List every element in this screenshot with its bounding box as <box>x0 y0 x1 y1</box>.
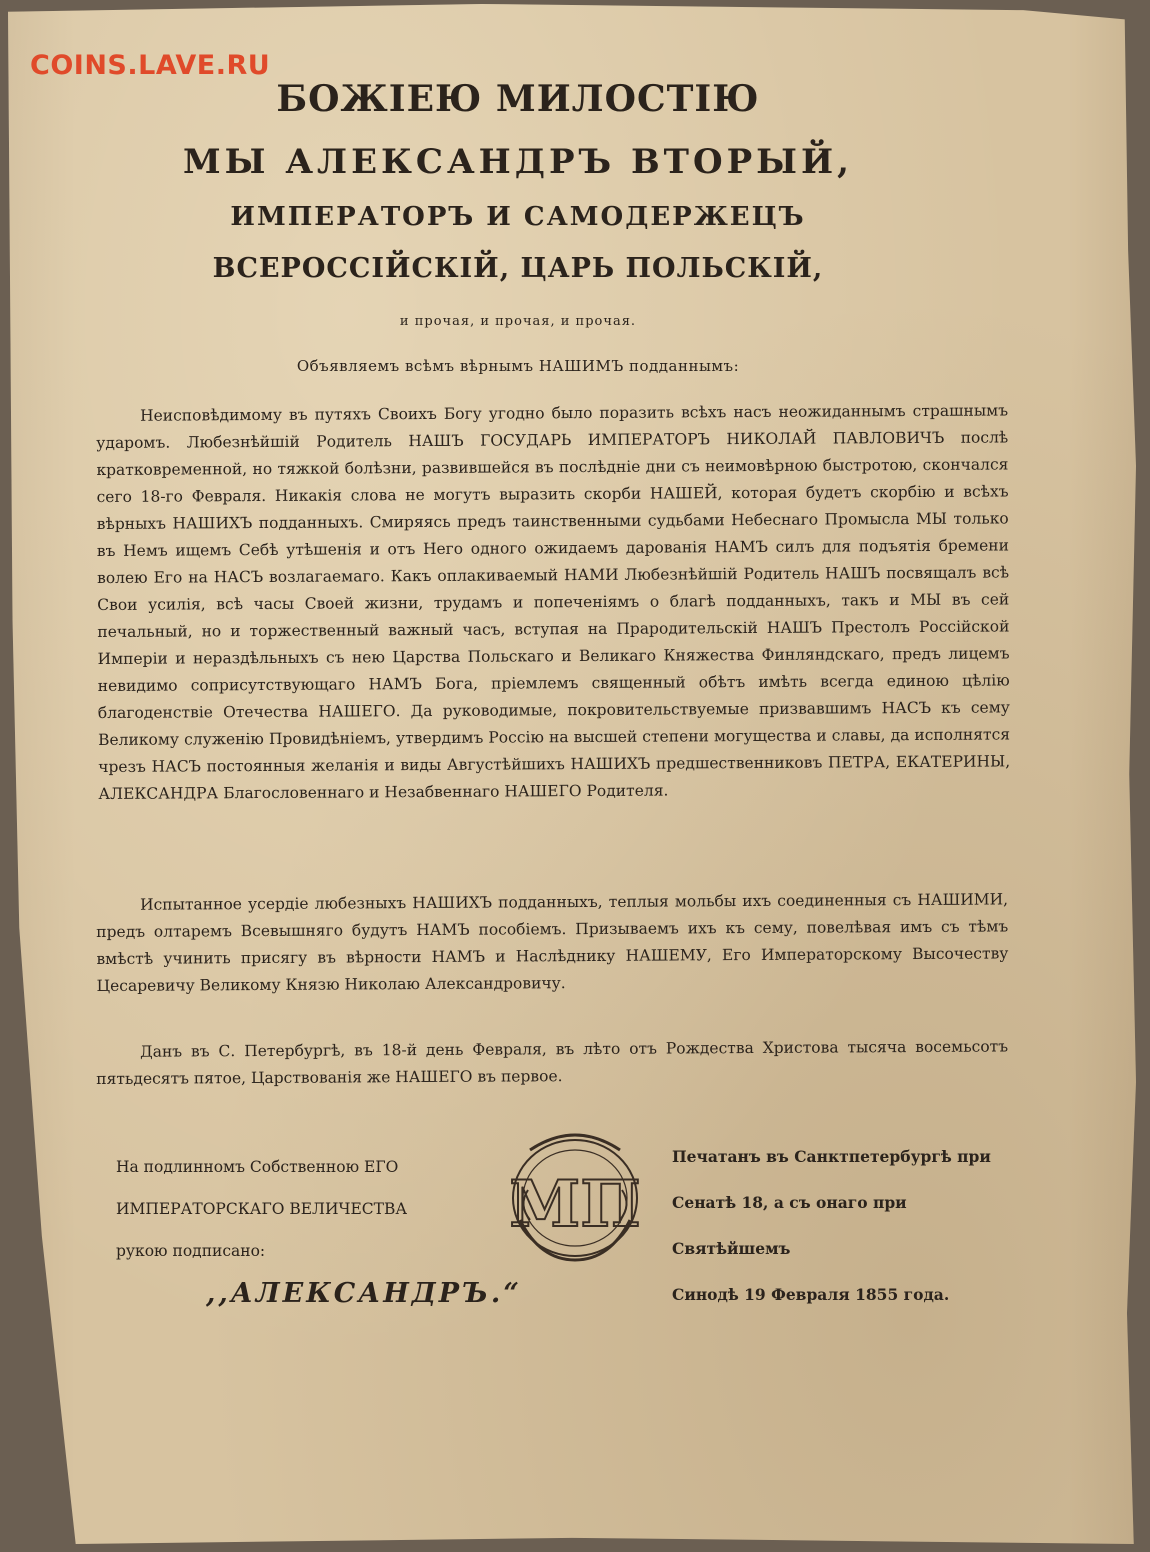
body-paragraph-1: Неисповѣдимому въ путяхъ Своихъ Богу угодно было поразить всѣхъ насъ неожиданнымъ страшнымъ ударомъ. Любезнѣйшій Родитель НАШЪ ГОСУДАРЬ ИМПЕРАТОРЪ НИКОЛАЙ ПАВЛОВИЧЪ послѣ кратковременной, но тяжкой болѣзни, развившейся въ послѣдніе дни съ неимовѣрною быстротою, скончался сего 18-го Февраля. Никакія слова не могутъ выразить скорби НАШЕЙ, которая будетъ скорбію и всѣхъ вѣрныхъ НАШИХЪ подданныхъ. Смиряясь предъ таинственными судьбами Небеснаго Промысла МЫ только въ Немъ ищемъ Себѣ утѣшенія и отъ Него одного ожидаемъ дарованія НАМЪ силъ для подъятія бремени волею Его на НАСЪ возлагаемаго. Какъ оплакиваемый НАМИ Любезнѣйшій Родитель НАШЪ посвящалъ всѣ Свои усилія, всѣ часы Своей жизни, трудамъ и попеченіямъ о благѣ подданныхъ, такъ и МЫ въ сей печальный, но и торжественный важный часъ, вступая на Прародительскій НАШЪ Престолъ Россійской Имперіи и нераздѣльныхъ съ нею Царства Польскаго и Великаго Княжества Финляндскаго, предъ лицемъ невидимо соприсутствующаго НАМЪ Бога, пріемлемъ священный обѣтъ имѣть всегда единою цѣлію благоденствіе Отечества НАШЕГО. Да руководимые, покровительствуемые призвавшимъ НАСЪ къ сему Великому служенію Провидѣніемъ, утвердимъ Россію на высшей степени могущества и славы, да исполнятся чрезъ НАСЪ постоянныя желанія и виды Августѣйшихъ НАШИХЪ предшественниковъ ПЕТРА, ЕКАТЕРИНЫ, АЛЕКСАНДРА Благословеннаго и Незабвеннаго НАШЕГО Родителя. <box>96 401 1011 803</box>
signature: ,,АЛЕКСАНДРЪ.“ <box>206 1278 522 1309</box>
seal-monogram: МП <box>509 1167 641 1242</box>
header-line-2: МЫ АЛЕКСАНДРЪ ВТОРЫЙ, <box>182 142 853 182</box>
watermark: COINS.LAVE.RU <box>30 50 271 81</box>
monogram-seal-icon <box>500 1120 650 1270</box>
body-paragraph-2: Испытанное усердіе любезныхъ НАШИХЪ подданныхъ, теплыя мольбы ихъ соединенныя съ НАШИМИ, предъ олтаремъ Всевышняго будутъ НАМЪ пособіемъ. Призываемъ ихъ къ сему, повелѣвая имъ съ тѣмъ вмѣстѣ учинить присягу въ вѣрности НАМЪ и Наслѣднику НАШЕМУ, Его Императорскому Высочеству Цесаревичу Великому Князю Николаю Александровичу. <box>96 890 1009 995</box>
signature-note-line-1: На подлинномъ Собственною ЕГО <box>116 1158 399 1176</box>
signature-note-line-2: ИМПЕРАТОРСКАГО ВЕЛИЧЕСТВА <box>116 1200 408 1218</box>
header-line-3: ИМПЕРАТОРЪ И САМОДЕРЖЕЦЪ <box>230 202 806 232</box>
printing-note-line-2: Сенатѣ 18, а съ онаго при Святѣйшемъ <box>672 1193 907 1258</box>
header-line-5: и прочая, и прочая, и прочая. <box>399 314 637 329</box>
header-line-4: ВСЕРОССІЙСКІЙ, ЦАРЬ ПОЛЬСКІЙ, <box>212 253 824 284</box>
address-line: Объявляемъ всѣмъ вѣрнымъ НАШИМЪ подданнымъ: <box>296 357 740 375</box>
header-line-1: БОЖІЕЮ МИЛОСТІЮ <box>276 78 760 120</box>
signature-note <box>116 1146 476 1272</box>
printing-note-line-1: Печатанъ въ Санктпетербургѣ при <box>672 1147 991 1166</box>
body-paragraph-3: Данъ въ С. Петербургѣ, въ 18-й день Февраля, въ лѣто отъ Рождества Христова тысяча восемьсотъ пятьдесятъ пятое, Царствованія же НАШЕГО въ первое. <box>96 1037 1009 1088</box>
printing-note <box>672 1134 1022 1318</box>
signature-note-line-3: рукою подписано: <box>116 1242 266 1260</box>
printing-note-line-3: Синодѣ 19 Февраля 1855 года. <box>672 1285 950 1304</box>
